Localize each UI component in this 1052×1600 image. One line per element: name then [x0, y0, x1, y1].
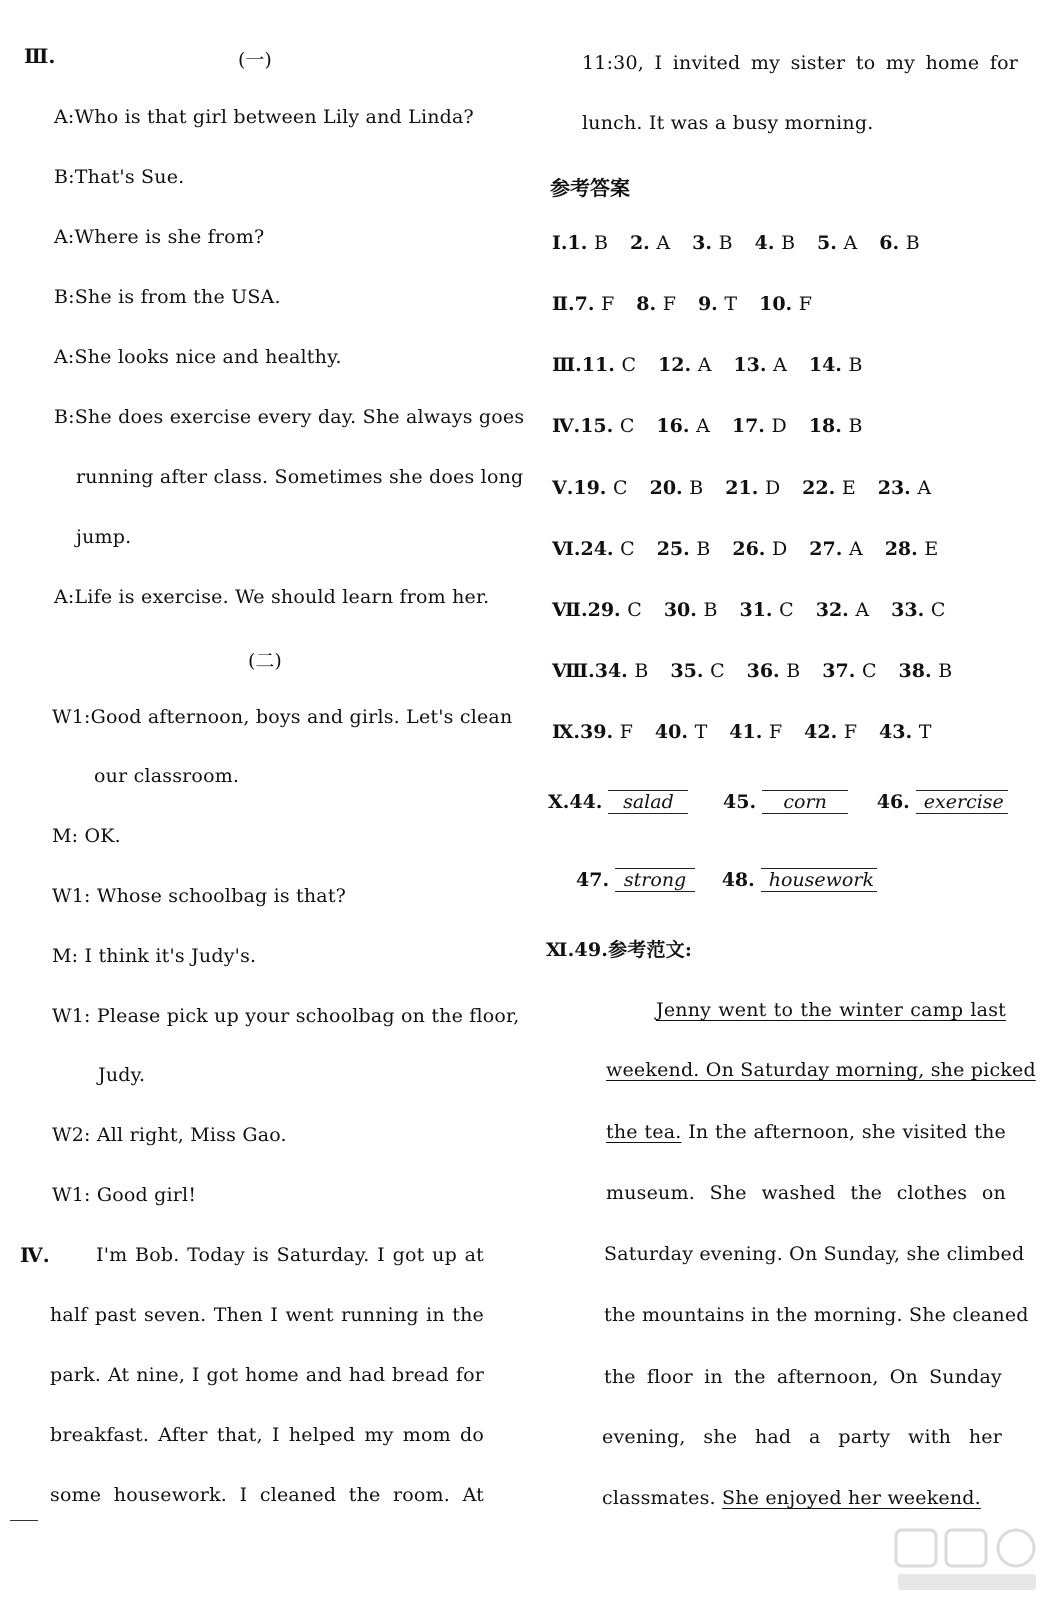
answer-number: 4.	[754, 232, 775, 254]
answer-item	[658, 354, 711, 376]
fill-number: 46.	[876, 791, 910, 813]
answer-item	[885, 538, 939, 560]
answer-item	[822, 660, 876, 682]
essay-line: the floor in the afternoon, On Sunday	[604, 1366, 1002, 1388]
answer-section-number: Ⅳ.	[552, 415, 581, 437]
answer-letter: C	[627, 599, 642, 621]
answer-letter: A	[773, 354, 787, 376]
fill-row-1	[548, 790, 1008, 814]
answer-section-number: Ⅶ.	[552, 599, 588, 621]
answer-row	[552, 415, 884, 437]
answer-item	[580, 415, 634, 437]
dialog1-line: A:Where is she from?	[54, 226, 265, 248]
answer-item	[582, 354, 636, 376]
answer-number: 43.	[879, 721, 913, 743]
essay-line: weekend. On Saturday morning, she picked	[606, 1059, 1036, 1081]
passage-line: 11:30, I invited my sister to my home for	[582, 52, 1018, 74]
answer-item	[816, 599, 869, 621]
fill-number: 48.	[721, 869, 755, 891]
answer-number: 25.	[656, 538, 690, 560]
answer-letter: F	[662, 293, 676, 315]
essay-line: museum. She washed the clothes on	[606, 1182, 1006, 1204]
answer-letter: B	[718, 232, 733, 254]
answer-number: 31.	[739, 599, 773, 621]
answer-item	[899, 660, 953, 682]
dialog1-line: B:That's Sue.	[54, 166, 185, 188]
answer-number: 16.	[656, 415, 690, 437]
dialog2-line: M: I think it's Judy's.	[52, 945, 257, 967]
answer-row	[552, 599, 967, 621]
answer-item	[630, 232, 670, 254]
answer-number: 6.	[879, 232, 900, 254]
answer-item	[656, 415, 709, 437]
answer-item	[729, 721, 782, 743]
dialog1-line: running after class. Sometimes she does long	[76, 466, 524, 488]
fill-answer: strong	[615, 868, 695, 892]
answer-number: 34.	[594, 660, 628, 682]
fill-answer: corn	[762, 790, 848, 814]
answer-item	[759, 293, 812, 315]
answer-number: 39.	[580, 721, 614, 743]
answer-row	[552, 232, 942, 254]
answer-section-number: Ⅸ.	[552, 721, 581, 743]
answer-item	[733, 354, 786, 376]
answer-number: 1.	[567, 232, 588, 254]
answer-section-number: Ⅱ.	[552, 293, 575, 315]
answer-number: 41.	[729, 721, 763, 743]
fill-answer: salad	[608, 790, 688, 814]
answer-item	[580, 538, 634, 560]
answer-number: 40.	[654, 721, 688, 743]
answer-item	[580, 721, 633, 743]
passage-line: I'm Bob. Today is Saturday. I got up at	[96, 1244, 484, 1266]
answer-item	[879, 232, 919, 254]
answer-letter: A	[697, 354, 712, 376]
answer-item	[878, 477, 931, 499]
answer-item	[809, 415, 863, 437]
essay-line	[602, 1487, 981, 1509]
answer-number: 11.	[581, 354, 615, 376]
answer-section-number: Ⅵ.	[552, 538, 581, 560]
answer-letter: B	[696, 538, 711, 560]
part-1-marker: (一)	[238, 49, 272, 71]
answer-item	[573, 477, 627, 499]
answer-number: 22.	[802, 477, 836, 499]
answer-item	[817, 232, 857, 254]
answer-letter: C	[621, 354, 636, 376]
answer-letter: F	[843, 721, 858, 743]
passage-line: breakfast. After that, I helped my mom do	[50, 1424, 484, 1446]
answer-row	[552, 354, 885, 376]
dialog1-line: jump.	[76, 526, 132, 548]
answer-number: 30.	[663, 599, 697, 621]
answer-number: 3.	[692, 232, 712, 254]
answer-item	[692, 232, 732, 254]
answer-item	[575, 293, 615, 315]
dialog2-line: Judy.	[98, 1064, 146, 1086]
answer-letter: F	[798, 293, 812, 315]
answer-row	[552, 477, 953, 499]
footer-dash	[10, 1520, 38, 1521]
answer-item	[809, 354, 863, 376]
answer-row	[552, 660, 974, 682]
answer-letter: F	[601, 293, 615, 315]
answer-section-number: Ⅴ.	[552, 477, 574, 499]
answer-number: 12.	[658, 354, 692, 376]
answer-number: 2.	[629, 232, 650, 254]
answer-letter: A	[843, 232, 858, 254]
answer-number: 33.	[891, 599, 925, 621]
essay-line-underlined: the tea.	[606, 1121, 682, 1143]
answer-item	[636, 293, 676, 315]
answer-item	[732, 415, 787, 437]
answer-number: 8.	[636, 293, 657, 315]
section-10-number: Ⅹ.	[548, 791, 570, 813]
answer-letter: B	[938, 660, 953, 682]
answer-number: 29.	[587, 599, 621, 621]
answer-letter: C	[613, 477, 628, 499]
answer-item	[595, 660, 649, 682]
answer-letter: F	[768, 721, 783, 743]
dialog2-line: our classroom.	[94, 765, 240, 787]
dialog2-line: W1:Good afternoon, boys and girls. Let's clean	[52, 706, 513, 728]
answer-letter: T	[694, 721, 708, 743]
dialog1-line: A:Who is that girl between Lily and Linda?	[54, 106, 474, 128]
answer-letter: B	[905, 232, 920, 254]
answer-letter: B	[848, 415, 863, 437]
fill-answer: housework	[761, 868, 877, 892]
answer-number: 9.	[697, 293, 718, 315]
answer-letter: D	[764, 477, 781, 499]
answer-number: 7.	[574, 293, 595, 315]
essay-line: evening, she had a party with her	[602, 1426, 1002, 1448]
answer-letter: A	[917, 477, 932, 499]
essay-label: Ⅺ.49.参考范文:	[546, 939, 693, 961]
answer-letter: B	[703, 599, 718, 621]
part-2-marker: (二)	[248, 650, 282, 672]
answer-number: 21.	[725, 477, 759, 499]
answer-item	[655, 721, 707, 743]
answer-item	[670, 660, 724, 682]
answer-row	[552, 538, 960, 560]
answer-item	[747, 660, 801, 682]
dialog2-line: W1: Whose schoolbag is that?	[52, 885, 347, 907]
watermark-logo	[892, 1524, 1042, 1594]
answer-item	[664, 599, 718, 621]
answer-number: 19.	[573, 477, 607, 499]
answer-letter: A	[696, 415, 710, 437]
answer-number: 13.	[733, 354, 767, 376]
answer-item	[804, 721, 857, 743]
essay-line: the mountains in the morning. She cleaned	[604, 1304, 1029, 1326]
answer-letter: C	[619, 415, 635, 437]
dialog1-line: B:She does exercise every day. She always goes	[54, 406, 525, 428]
answer-number: 18.	[808, 415, 842, 437]
answer-letter: C	[779, 599, 794, 621]
fill-answer: exercise	[916, 790, 1008, 814]
answer-item	[657, 538, 711, 560]
answer-number: 20.	[649, 477, 683, 499]
answer-number: 32.	[815, 599, 849, 621]
answer-letter: B	[848, 354, 863, 376]
fill-number: 45.	[723, 791, 757, 813]
answer-number: 15.	[580, 415, 614, 437]
answer-letter: C	[930, 599, 946, 621]
answer-item	[891, 599, 945, 621]
answer-letter: C	[620, 538, 635, 560]
answer-item	[698, 293, 737, 315]
answer-item	[588, 599, 642, 621]
answer-letter: A	[848, 538, 863, 560]
answer-number: 26.	[732, 538, 766, 560]
passage-line: park. At nine, I got home and had bread for	[50, 1364, 484, 1386]
answer-number: 14.	[808, 354, 842, 376]
answer-item	[732, 538, 787, 560]
answer-number: 23.	[877, 477, 911, 499]
answer-letter: C	[861, 660, 877, 682]
answer-letter: B	[593, 232, 608, 254]
dialog2-line: M: OK.	[52, 825, 121, 847]
answer-number: 27.	[809, 538, 843, 560]
answer-number: 38.	[898, 660, 932, 682]
answer-item	[809, 538, 862, 560]
fill-row-2	[576, 868, 877, 892]
answer-letter: B	[786, 660, 801, 682]
answer-letter: B	[634, 660, 649, 682]
answer-letter: C	[710, 660, 725, 682]
answer-letter: A	[855, 599, 870, 621]
dialog1-line: A:She looks nice and healthy.	[54, 346, 342, 368]
answer-section-number: Ⅷ.	[552, 660, 595, 682]
answer-section-number: Ⅰ.	[552, 232, 568, 254]
answer-item	[725, 477, 780, 499]
answer-item	[879, 721, 931, 743]
essay-line	[606, 1121, 1006, 1143]
answer-letter: E	[841, 477, 856, 499]
answer-letter: D	[771, 415, 787, 437]
essay-line-underlined: She enjoyed her weekend.	[722, 1487, 981, 1509]
answer-number: 37.	[822, 660, 856, 682]
answer-number: 28.	[884, 538, 918, 560]
passage-line: some housework. I cleaned the room. At	[50, 1484, 484, 1506]
answer-row	[552, 721, 953, 743]
answer-item	[802, 477, 856, 499]
answer-letter: B	[689, 477, 704, 499]
answer-letter: B	[781, 232, 796, 254]
answers-heading: 参考答案	[550, 176, 630, 200]
dialog2-line: W2: All right, Miss Gao.	[52, 1124, 287, 1146]
dialog2-line: W1: Good girl!	[52, 1184, 197, 1206]
answer-number: 17.	[731, 415, 765, 437]
essay-line-rest: In the afternoon, she visited the	[688, 1121, 1006, 1143]
answer-letter: E	[924, 538, 939, 560]
answer-number: 36.	[746, 660, 780, 682]
section-3-number: Ⅲ.	[24, 44, 56, 68]
answer-number: 42.	[804, 721, 838, 743]
answer-number: 35.	[670, 660, 704, 682]
essay-line: Jenny went to the winter camp last	[656, 999, 1006, 1021]
passage-line: half past seven. Then I went running in the	[50, 1304, 484, 1326]
answer-item	[650, 477, 704, 499]
answer-number: 24.	[580, 538, 614, 560]
fill-number: 47.	[576, 869, 610, 891]
answer-number: 10.	[759, 293, 793, 315]
answer-letter: D	[772, 538, 788, 560]
answer-item	[739, 599, 793, 621]
section-4-number: Ⅳ.	[20, 1243, 50, 1267]
answer-row	[552, 293, 834, 315]
passage-line: lunch. It was a busy morning.	[582, 112, 874, 134]
answer-letter: A	[656, 232, 671, 254]
essay-line: Saturday evening. On Sunday, she climbed	[604, 1243, 1025, 1265]
essay-line-start: classmates.	[602, 1487, 716, 1509]
answer-number: 5.	[817, 232, 837, 254]
dialog1-line: A:Life is exercise. We should learn from her.	[54, 586, 490, 608]
answer-item	[568, 232, 608, 254]
answer-letter: T	[918, 721, 932, 743]
fill-number: 44.	[569, 791, 603, 813]
answer-letter: F	[619, 721, 633, 743]
dialog1-line: B:She is from the USA.	[54, 286, 281, 308]
answer-item	[755, 232, 795, 254]
dialog2-line: W1: Please pick up your schoolbag on the floor,	[52, 1005, 520, 1027]
answer-section-number: Ⅲ.	[552, 354, 582, 376]
answer-letter: T	[724, 293, 738, 315]
